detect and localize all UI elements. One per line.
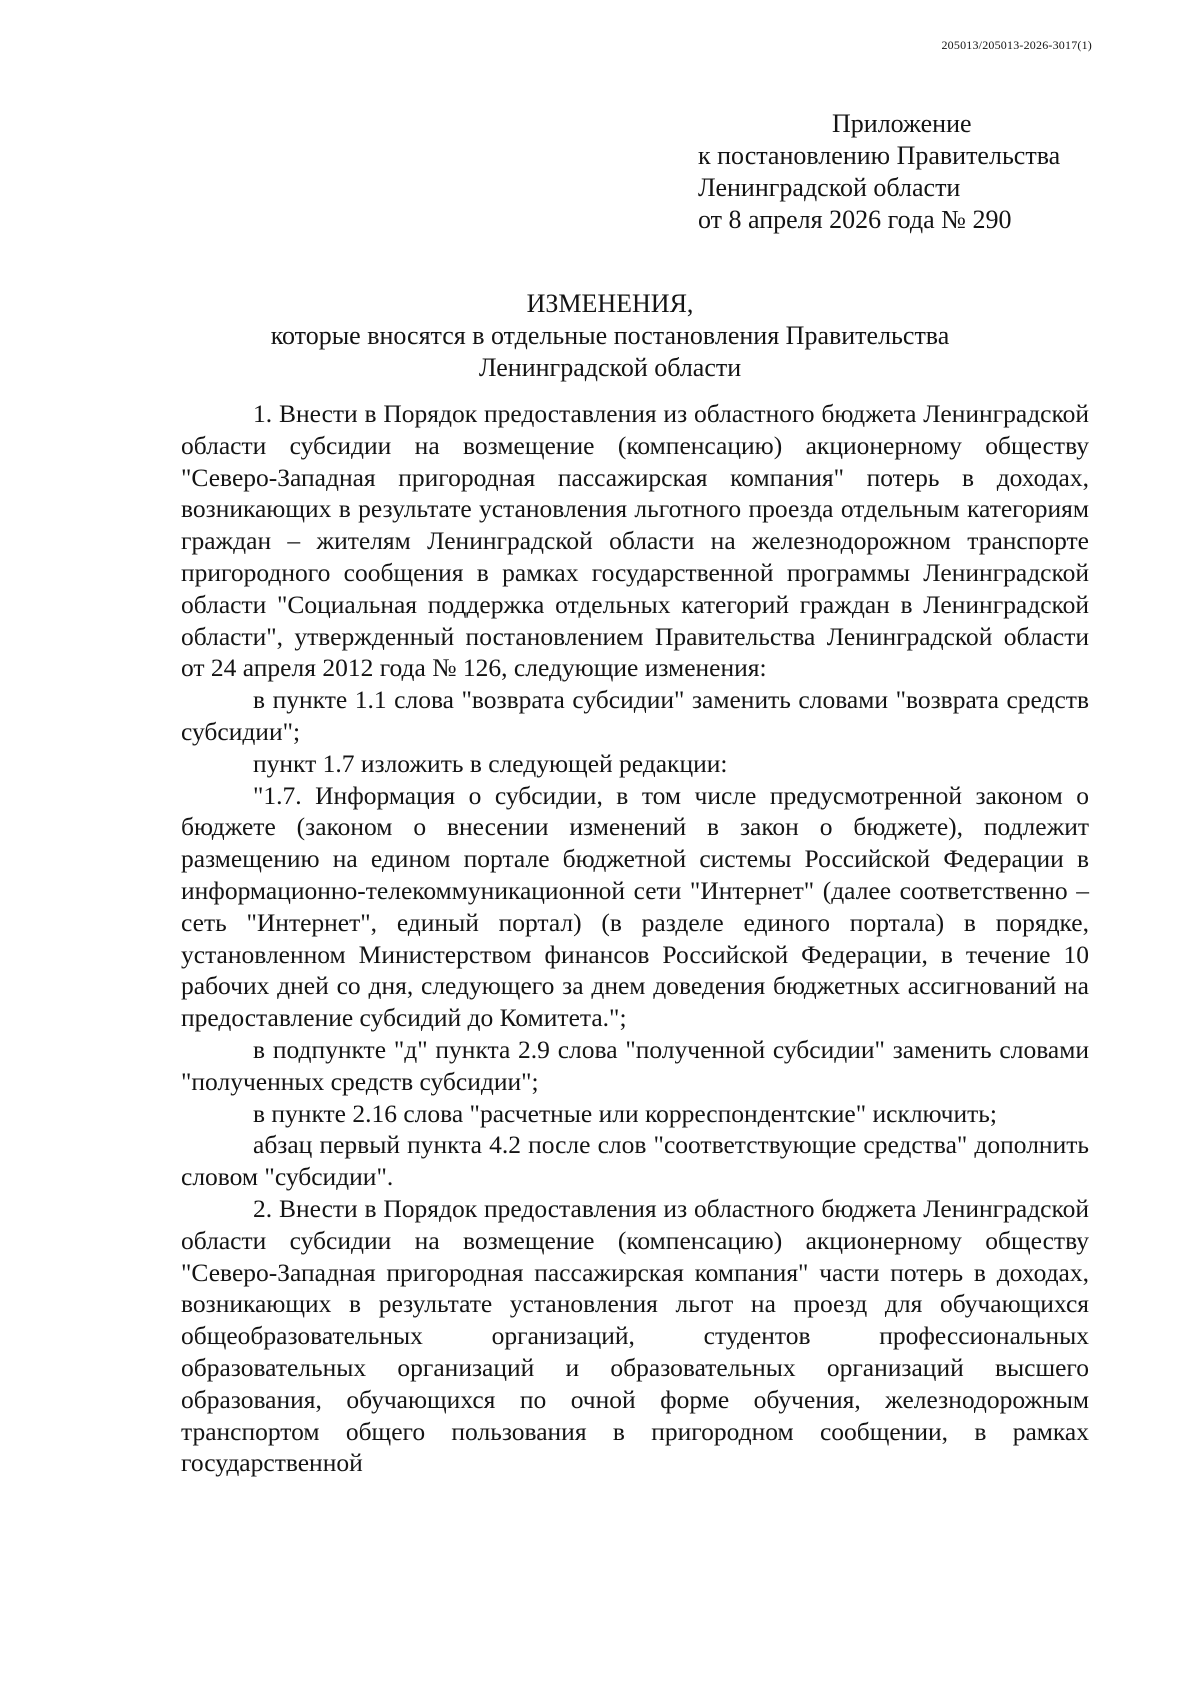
document-subtitle-line-1: которые вносятся в отдельные постановления Правительства [270,321,950,350]
paragraph-amend-1-7-intro: пункт 1.7 изложить в следующей редакции: [253,748,728,778]
appendix-date-number: от 8 апреля 2026 года № 290 [698,205,1012,234]
document-title-block [150,288,1070,384]
paragraph-amend-2-16: в пункте 2.16 слова "расчетные или корреспондентские" исключить; [253,1098,997,1128]
document-id: 205013/205013-2026-3017(1) [941,38,1092,52]
paragraph-item-2: 2. Внести в Порядок предоставления из областного бюджета Ленинградской области субсидии на возмещение (компенсацию) акционерному обществу "Северо-Западная пригородная пассажирская компания" части потерь в доходах, возникающих в результате установления льгот на проезд для обучающихся общеобразовательных организаций, студентов профессиональных образовательных организаций и образовательных организаций высшего образования, обучающихся по очной форме обучения, железнодорожным транспортом общего пользования в пригородном сообщении, в рамках государственной [181,1193,1089,1478]
paragraph-amend-4-2: абзац первый пункта 4.2 после слов "соответствующие средства" дополнить словом "субсидии". [181,1130,1089,1192]
document-body [181,398,1089,1479]
paragraph-amend-2-9: в подпункте "д" пункта 2.9 слова "полученной субсидии" заменить словами "полученных средств субсидии"; [181,1034,1089,1096]
document-heading: ИЗМЕНЕНИЯ, [526,289,694,318]
paragraph-amend-1-1: в пункте 1.1 слова "возврата субсидии" заменить словами "возврата средств субсидии"; [181,685,1089,746]
appendix-resolution-ref: к постановлению Правительства [698,141,1061,170]
appendix-block [698,108,1118,236]
paragraph-item-1: 1. Внести в Порядок предоставления из областного бюджета Ленинградской области субсидии на возмещение (компенсацию) акционерному обществу "Северо-Западная пригородная пассажирская компания" потерь в доходах, возникающих в результате установления льготного проезда отдельным категориям граждан – жителям Ленинградской области на железнодорожном транспорте пригородного сообщения в рамках государственной программы Ленинградской области "Социальная поддержка отдельных категорий граждан в Ленинградской области", утвержденный постановлением Правительства Ленинградской области от 24 апреля 2012 года № 126, следующие изменения: [181,399,1089,683]
appendix-region: Ленинградской области [698,173,961,202]
paragraph-amend-1-7-text: "1.7. Информация о субсидии, в том числе предусмотренной законом о бюджете (законом о внесении изменений в закон о бюджете), подлежит размещению на едином портале бюджетной системы Российской Федерации в информационно-телекоммуникационной сети "Интернет" (далее соответственно – сеть "Интернет", единый портал) (в разделе единого портала) в порядке, установленном Министерством финансов Российской Федерации, в течение 10 рабочих дней со дня, следующего за днем доведения бюджетных ассигнований на предоставление субсидий до Комитета."; [181,780,1089,1033]
document-subtitle-line-2: Ленинградской области [478,353,742,382]
appendix-label: Приложение [832,109,972,138]
